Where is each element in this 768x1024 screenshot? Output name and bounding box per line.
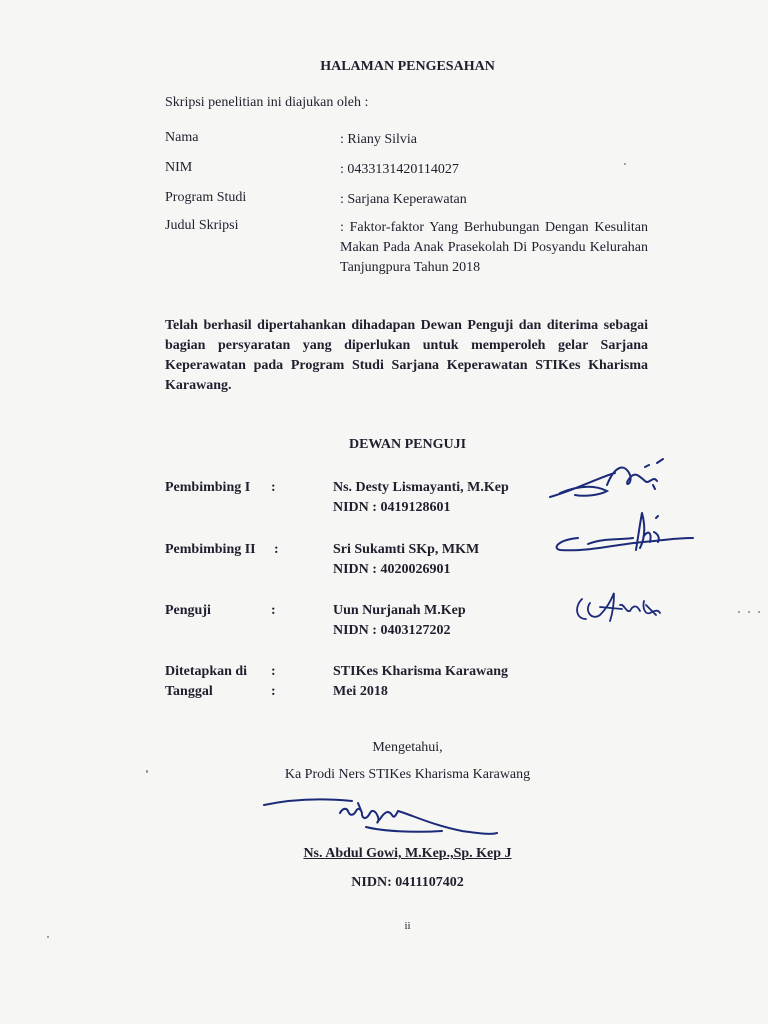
scan-speck	[748, 611, 750, 613]
tanggal-label: Tanggal	[165, 684, 213, 699]
head-name: Ns. Abdul Gowi, M.Kep.,Sp. Kep J	[303, 846, 512, 861]
examiner-nidn: NIDN : 0403127202	[333, 623, 451, 638]
examiner-nidn: NIDN : 0419128601	[333, 500, 451, 515]
ka-prodi-text: Ka Prodi Ners STIKes Kharisma Karawang	[284, 767, 531, 782]
field-label: Nama	[165, 130, 199, 145]
examiner-colon: :	[271, 480, 276, 495]
head-nidn-line	[0, 875, 768, 891]
page-number: ii	[404, 920, 411, 932]
examiner-role: Pembimbing I	[165, 480, 251, 495]
examiner-role: Pembimbing II	[165, 542, 256, 557]
approval-statement: Telah berhasil dipertahankan dihadapan Dewan Penguji dan diterima sebagai bagian persyaratan yang diperlukan untuk memperoleh gelar Sarjana Keperawatan pada Program Studi Sarjana Keperawatan STIKes Kharisma Karawang.	[165, 318, 648, 393]
scan-speck	[624, 163, 626, 165]
field-value: : 0433131420114027	[340, 162, 459, 177]
tanggal-value: Mei 2018	[333, 684, 388, 699]
signature-penguji	[570, 585, 665, 630]
field-label: Judul Skripsi	[165, 218, 239, 233]
field-value: : Sarjana Keperawatan	[340, 192, 467, 207]
mengetahui-text: Mengetahui,	[372, 740, 443, 755]
field-value: : Riany Silvia	[340, 132, 417, 147]
ditetapkan-label: Ditetapkan di	[165, 664, 248, 679]
examiner-name: Ns. Desty Lismayanti, M.Kep	[333, 480, 509, 495]
signature-pembimbing-1	[545, 455, 670, 505]
signature-pembimbing-2	[548, 508, 698, 558]
head-name-line	[0, 846, 768, 862]
examiner-role: Penguji	[165, 603, 211, 618]
examiner-name: Sri Sukamti SKp, MKM	[333, 542, 480, 557]
page-title: HALAMAN PENGESAHAN	[320, 59, 495, 74]
field-label: NIM	[165, 160, 193, 175]
ditetapkan-value: STIKes Kharisma Karawang	[333, 664, 509, 679]
head-nidn: NIDN: 0411107402	[351, 875, 464, 890]
dewan-penguji-heading: DEWAN PENGUJI	[348, 437, 467, 452]
scan-speck	[738, 611, 740, 613]
examiner-colon: :	[274, 542, 279, 557]
field-label: Program Studi	[165, 190, 247, 205]
scan-speck	[146, 770, 148, 773]
field-value: : Faktor-faktor Yang Berhubungan Dengan Kesulitan Makan Pada Anak Prasekolah Di Posyandu Kelurahan Tanjungpura Tahun 2018	[340, 220, 648, 275]
signature-ka-prodi	[262, 795, 502, 843]
examiner-colon: :	[271, 603, 276, 618]
scan-speck	[758, 611, 760, 613]
examiner-nidn: NIDN : 4020026901	[333, 562, 451, 577]
examiner-name: Uun Nurjanah M.Kep	[333, 603, 466, 618]
scan-speck	[47, 936, 49, 938]
ditetapkan-colon: :	[271, 664, 276, 679]
intro-text: Skripsi penelitian ini diajukan oleh :	[165, 95, 369, 110]
tanggal-colon: :	[271, 684, 276, 699]
